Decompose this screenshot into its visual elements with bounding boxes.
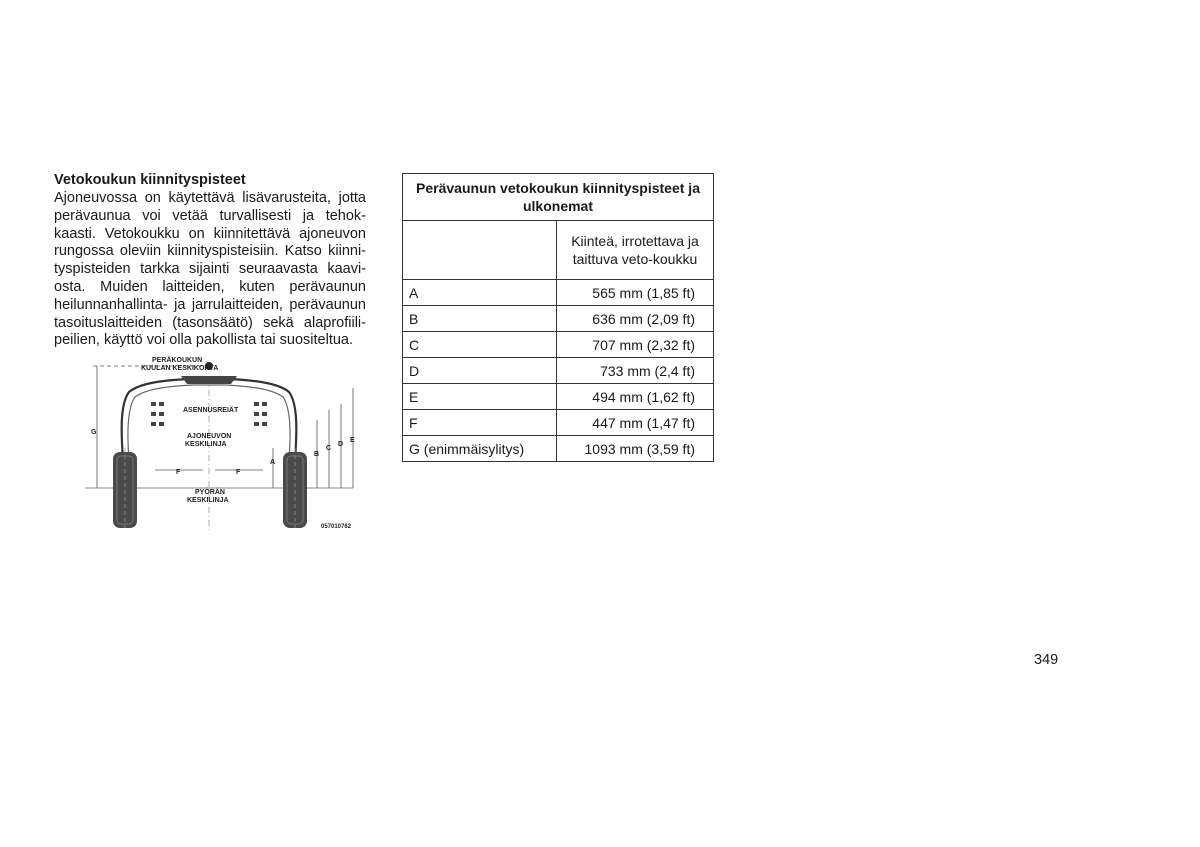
- hitch-spec-table: [402, 173, 714, 462]
- table-title-row: [403, 174, 714, 221]
- row-label: B: [403, 306, 557, 332]
- dim-label-c: C: [326, 445, 332, 452]
- dim-label-d: D: [338, 441, 344, 448]
- hitch-diagram: [85, 352, 370, 534]
- dim-label-b: B: [314, 451, 320, 458]
- body-line: rungossa oleviin kiinnityspisteisiin. Katso kiinni-: [54, 243, 366, 260]
- table-header-empty: [403, 221, 557, 280]
- dim-label-f-right: F: [236, 469, 241, 476]
- body-line: peilien, käyttö voi olla pakollista tai suositeltua.: [54, 332, 354, 349]
- section-heading: Vetokoukun kiinnityspisteet: [54, 172, 246, 188]
- figure-code: 057010762: [321, 524, 352, 530]
- table-row: [403, 384, 714, 410]
- dim-label-a: A: [270, 459, 276, 466]
- hitch-receiver: [181, 376, 237, 384]
- table-row: [403, 436, 714, 462]
- dim-label-g: G: [91, 429, 97, 436]
- row-label: E: [403, 384, 557, 410]
- table-row: [403, 410, 714, 436]
- table-row: [403, 358, 714, 384]
- row-value: 707 mm (2,32 ft): [557, 332, 714, 358]
- row-value: 565 mm (1,85 ft): [557, 280, 714, 306]
- row-value: 733 mm (2,4 ft): [557, 358, 714, 384]
- page-number: 349: [1034, 652, 1059, 668]
- mount-holes-left: [151, 402, 164, 426]
- label-hitch-center-1: PERÄKOUKUN: [152, 357, 203, 364]
- dim-label-e: E: [350, 437, 355, 444]
- body-line: perävaunua voi vetää turvallisesti ja tehok-: [54, 207, 366, 224]
- body-line: tasoituslaitteiden (tasonsäätö) sekä alaprofiili-: [54, 314, 366, 331]
- table-title: Perävaunun vetokoukun kiinnityspisteet ja ulkonemat: [403, 174, 714, 221]
- body-line: osta. Muiden laitteiden, kuten perävaunun: [54, 278, 366, 295]
- body-paragraph: [54, 190, 366, 350]
- row-label: F: [403, 410, 557, 436]
- label-wheel-center-1: PYÖRÄN: [195, 489, 225, 496]
- body-line: heilunnanhallinta- ja jarrulaitteiden, perävaunun: [54, 296, 366, 313]
- table-row: [403, 280, 714, 306]
- row-label: C: [403, 332, 557, 358]
- label-hitch-center-2: KUULAN KESKIKOHTA: [141, 365, 219, 372]
- row-label: D: [403, 358, 557, 384]
- row-value: 447 mm (1,47 ft): [557, 410, 714, 436]
- table-column-header: Kiinteä, irrotettava ja taittuva veto-koukku: [557, 221, 714, 280]
- table-row: [403, 306, 714, 332]
- table-row: [403, 332, 714, 358]
- body-line: kaasti. Vetokoukku on kiinnitettävä ajoneuvon: [54, 225, 366, 242]
- label-vehicle-center-2: KESKILINJA: [185, 441, 227, 448]
- body-line: Ajoneuvossa on käytettävä lisävarusteita, jotta: [54, 190, 366, 206]
- label-mount-holes: ASENNUSREIÄT: [183, 407, 239, 414]
- row-label: G (enimmäisylitys): [403, 436, 557, 462]
- row-value: 636 mm (2,09 ft): [557, 306, 714, 332]
- label-wheel-center-2: KESKILINJA: [187, 497, 229, 504]
- mount-holes-right: [254, 402, 267, 426]
- table-header-row: [403, 221, 714, 280]
- row-label: A: [403, 280, 557, 306]
- label-vehicle-center-1: AJONEUVON: [187, 433, 232, 440]
- row-value: 1093 mm (3,59 ft): [557, 436, 714, 462]
- dim-label-f-left: F: [176, 469, 181, 476]
- hitch-diagram-svg: [85, 352, 370, 534]
- body-line: tyspisteiden tarkka sijainti seuraavasta kaavi-: [54, 261, 366, 278]
- row-value: 494 mm (1,62 ft): [557, 384, 714, 410]
